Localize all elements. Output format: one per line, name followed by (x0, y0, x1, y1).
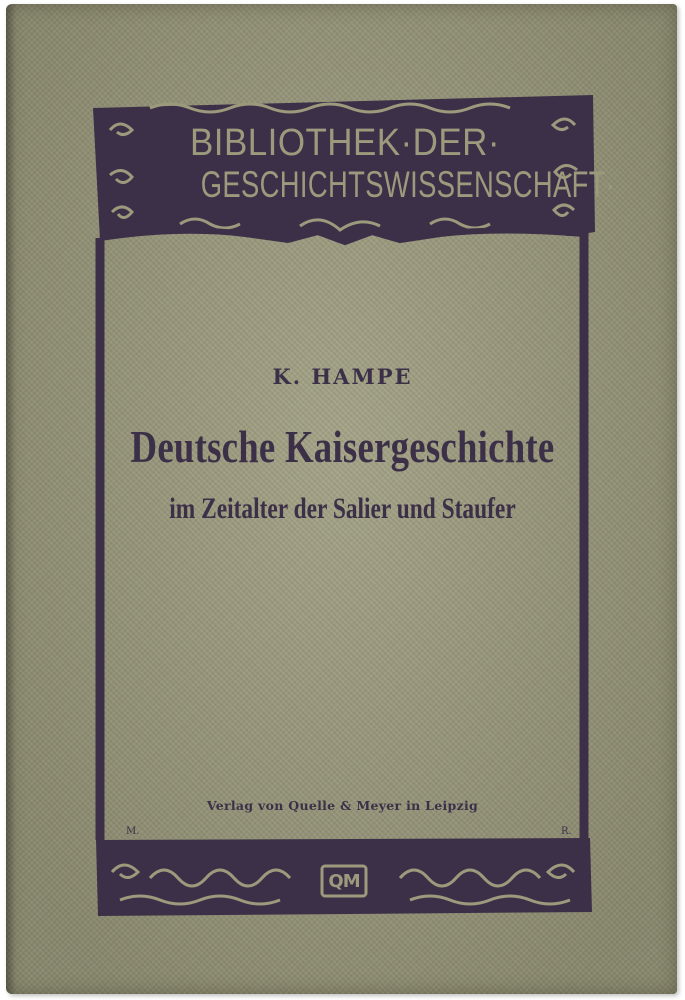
monogram-icon: QM (328, 870, 360, 892)
book-title: Deutsche Kaisergeschichte (130, 421, 555, 472)
series-title-line-1: BIBLIOTHEK·DER· (190, 122, 500, 164)
publisher-imprint: Verlag von Quelle & Meyer in Leipzig (206, 798, 479, 813)
author-name: K. HAMPE (272, 364, 413, 389)
book-subtitle: im Zeitalter der Salier und Staufer (169, 492, 516, 525)
series-title-line-2: GESCHICHTSWISSENSCHAFT· (200, 164, 616, 205)
main-frame (100, 231, 584, 841)
corner-mark-left: M. (126, 826, 140, 837)
corner-mark-right: R. (561, 826, 572, 837)
